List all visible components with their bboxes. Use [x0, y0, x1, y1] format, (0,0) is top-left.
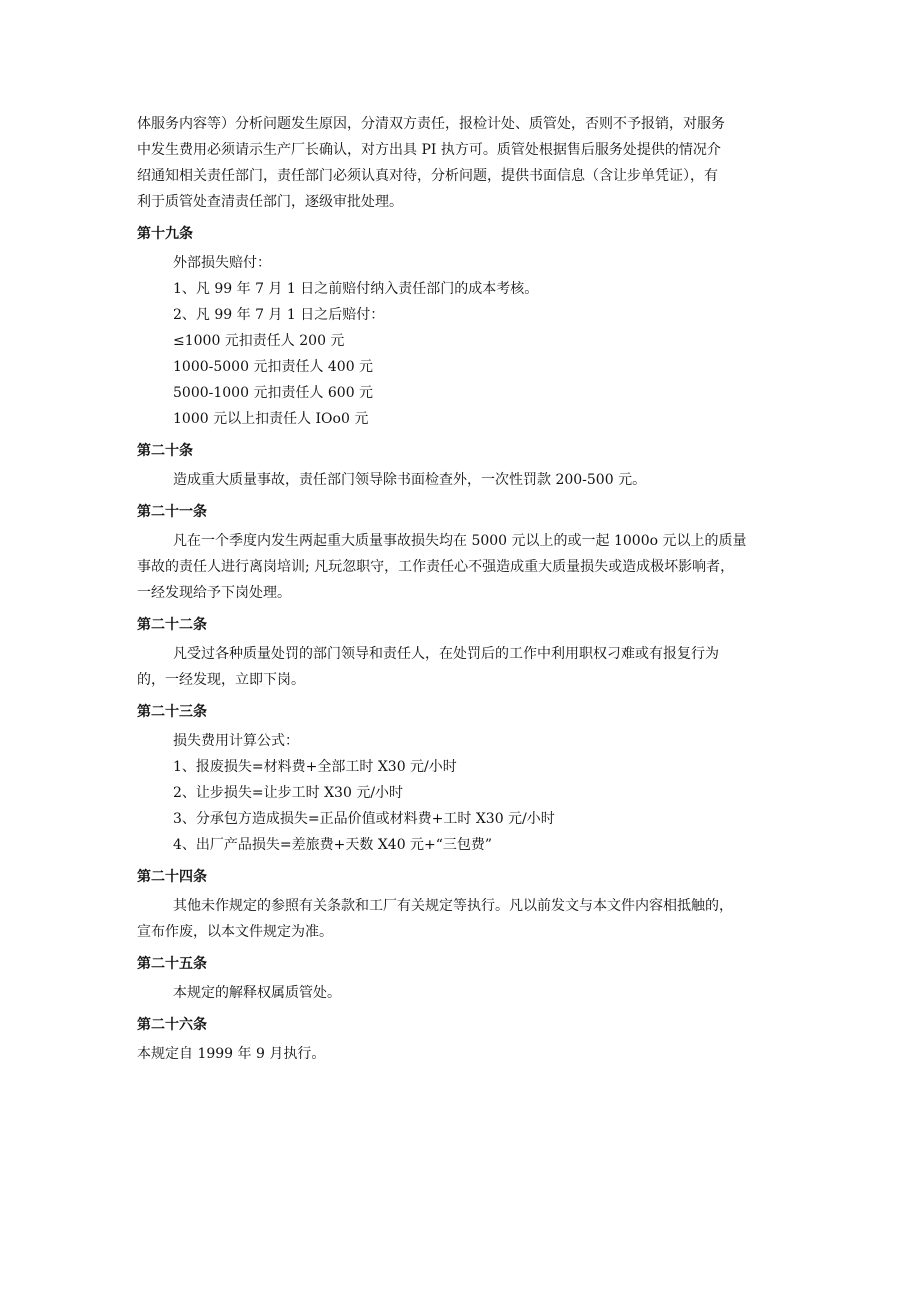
- article-19-line: 1000-5000 元扣责任人 400 元: [173, 359, 374, 375]
- article-22-line: 的，一经发现，立即下岗。: [137, 672, 305, 688]
- article-23-title: 第二十三条: [137, 704, 207, 720]
- article-19-line: 1000 元以上扣责任人 IOo0 元: [173, 411, 369, 427]
- article-23-body: [137, 728, 787, 858]
- article-23-line: 1、报废损失=材料费+全部工时 X30 元/小时: [173, 759, 457, 775]
- intro-paragraph: [137, 111, 787, 215]
- article-21-line: 一经发现给予下岗处理。: [137, 585, 291, 601]
- intro-line: 中发生费用必须请示生产厂长确认，对方出具 PI 执方可。质管处根据售后服务处提供的情况介: [137, 142, 721, 158]
- article-19-body: [137, 250, 787, 432]
- article-26-title: 第二十六条: [137, 1017, 207, 1033]
- article-25-title: 第二十五条: [137, 956, 207, 972]
- article-24-body: [137, 893, 787, 945]
- article-23-line: 2、让步损失=让步工时 X30 元/小时: [173, 785, 404, 801]
- article-24-title: 第二十四条: [137, 869, 207, 885]
- document-body: [137, 111, 787, 1067]
- article-22-title: 第二十二条: [137, 617, 207, 633]
- intro-line: 利于质管处查清责任部门，逐级审批处理。: [137, 194, 403, 210]
- article-26-line: 本规定自 1999 年 9 月执行。: [137, 1046, 326, 1062]
- article-20-body: [137, 467, 787, 493]
- intro-line: 绍通知相关责任部门，责任部门必须认真对待，分析问题，提供书面信息（含让步单凭证），有: [137, 168, 718, 184]
- article-21-body: [137, 528, 787, 606]
- article-21-line: 事故的责任人进行离岗培训; 凡玩忽职守，工作责任心不强造成重大质量损失或造成极坏影响者，: [137, 559, 735, 575]
- article-22-body: [137, 641, 787, 693]
- article-24-line: 其他未作规定的参照有关条款和工厂有关规定等执行。凡以前发文与本文件内容相抵触的，: [173, 898, 733, 914]
- article-19-line: ≤1000 元扣责任人 200 元: [173, 333, 345, 349]
- article-23-line: 损失费用计算公式：: [173, 733, 299, 749]
- article-23-line: 3、分承包方造成损失=正品价值或材料费+工时 X30 元/小时: [173, 811, 555, 827]
- article-24-line: 宣布作废，以本文件规定为准。: [137, 924, 333, 940]
- article-21-line: 凡在一个季度内发生两起重大质量事故损失均在 5000 元以上的或一起 1000o 元以上的质量: [173, 533, 747, 549]
- article-25-line: 本规定的解释权属质管处。: [173, 985, 341, 1001]
- article-25-body: [137, 980, 787, 1006]
- article-19-line: 5000-1000 元扣责任人 600 元: [173, 385, 374, 401]
- article-19-line: 外部损失赔付：: [173, 255, 271, 271]
- article-23-line: 4、出厂产品损失=差旅费+天数 X40 元+“三包费”: [173, 837, 493, 853]
- article-19-line: 1、凡 99 年 7 月 1 日之前赔付纳入责任部门的成本考核。: [173, 281, 539, 297]
- article-20-title: 第二十条: [137, 443, 193, 459]
- article-21-title: 第二十一条: [137, 504, 207, 520]
- article-26-body: [137, 1041, 787, 1067]
- intro-line: 体服务内容等）分析问题发生原因，分清双方责任，报检计处、质管处，否则不予报销，对服务: [137, 116, 725, 132]
- article-22-line: 凡受过各种质量处罚的部门领导和责任人，在处罚后的工作中利用职权刁难或有报复行为: [173, 646, 719, 662]
- article-20-line: 造成重大质量事故，责任部门领导除书面检查外，一次性罚款 200-500 元。: [173, 472, 647, 488]
- article-19-line: 2、凡 99 年 7 月 1 日之后赔付：: [173, 307, 385, 323]
- article-19-title: 第十九条: [137, 226, 193, 242]
